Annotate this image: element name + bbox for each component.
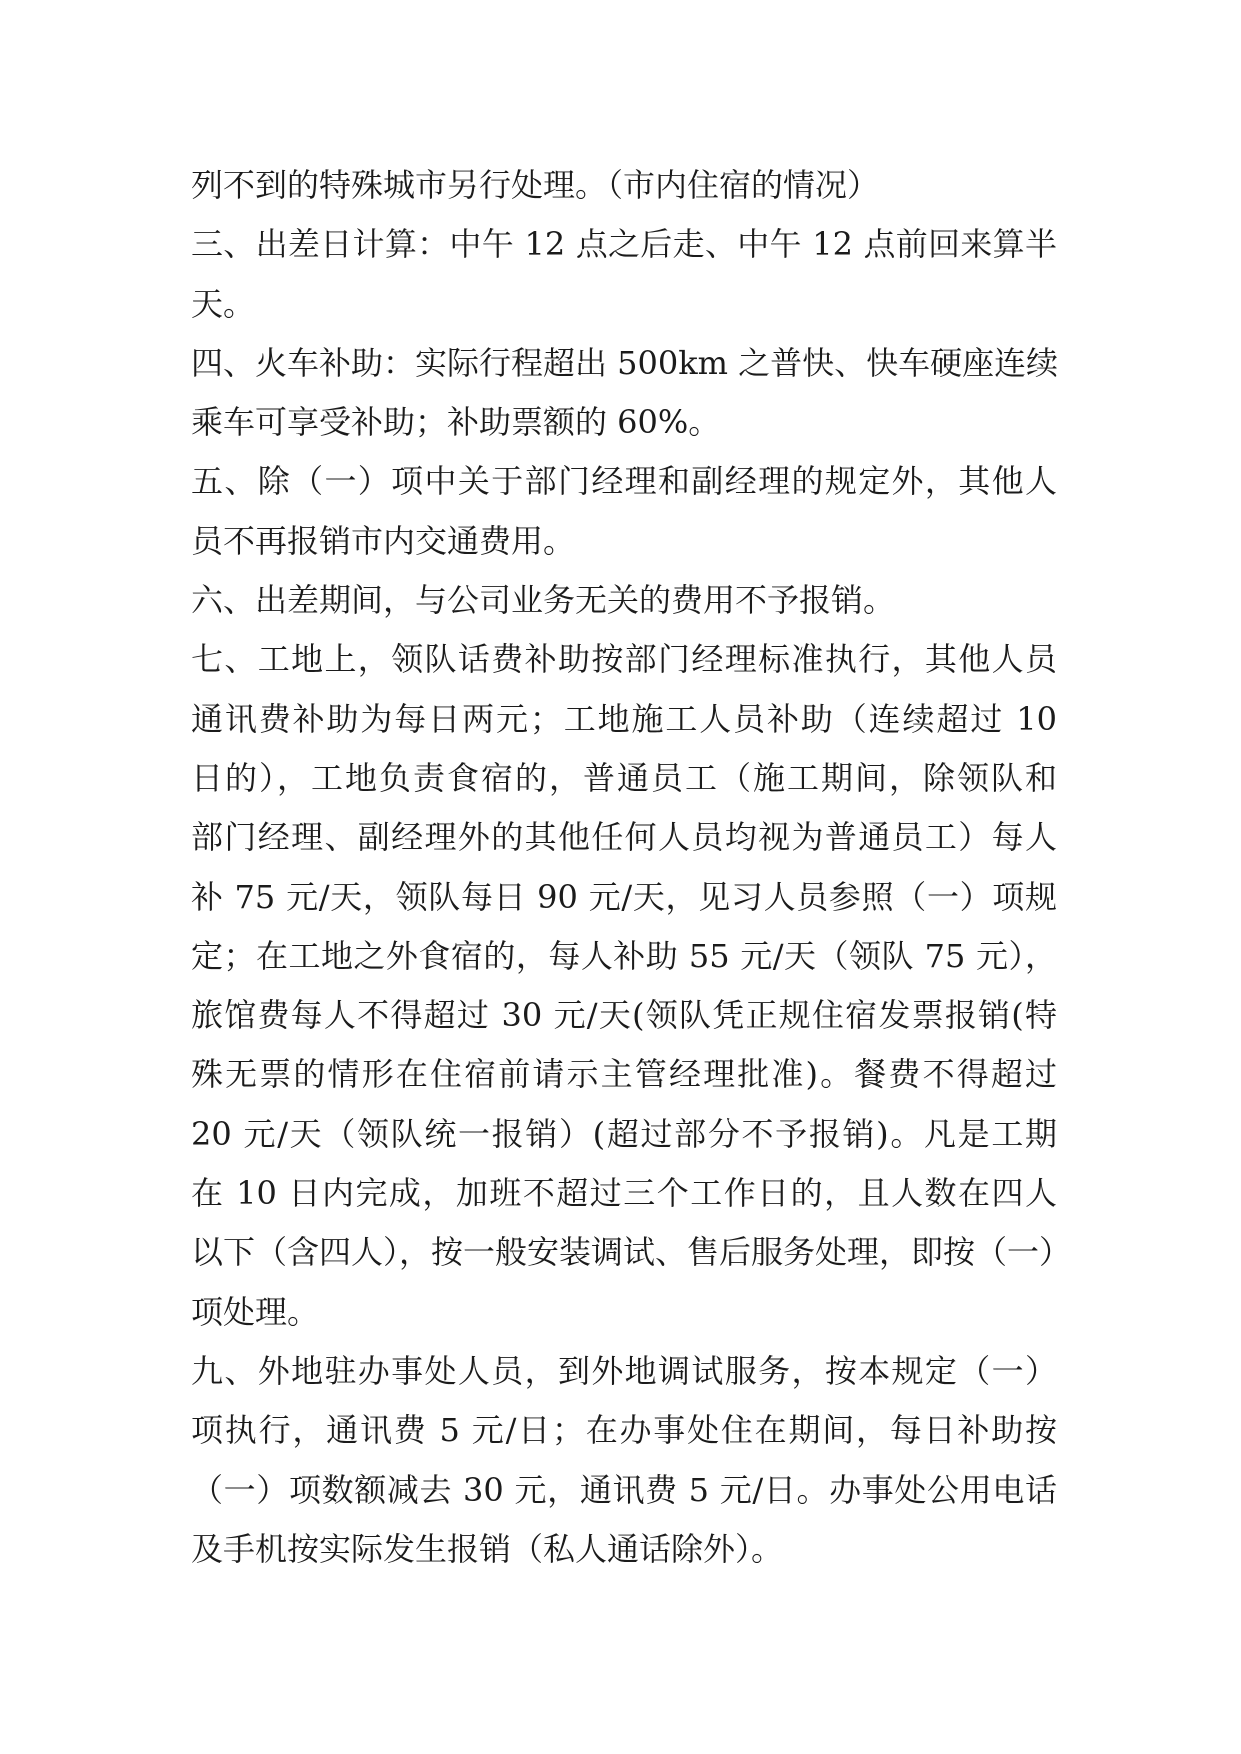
paragraph — [191, 630, 1072, 1342]
text-line: 员不再报销市内交通费用。 — [191, 521, 576, 560]
text-line: 以下（含四人），按一般安装调试、售后服务处理，即按（一） — [191, 1233, 1072, 1272]
text-line: 殊无票的情形在住宿前请示主管经理批准)。餐费不得超过 — [191, 1055, 1057, 1094]
text-line: 列不到的特殊城市另行处理。（市内住宿的情况） — [191, 166, 880, 204]
paragraph — [191, 571, 1057, 630]
text-line: 补 75 元/天，领队每日 90 元/天，见习人员参照（一）项规 — [191, 877, 1057, 916]
text-line: 九、外地驻办事处人员，到外地调试服务，按本规定（一） — [191, 1351, 1057, 1390]
text-line: 在 10 日内完成，加班不超过三个工作日的，且人数在四人 — [191, 1174, 1057, 1213]
text-line: 旅馆费每人不得超过 30 元/天(领队凭正规住宿发票报销(特 — [191, 996, 1057, 1035]
text-line: 七、工地上，领队话费补助按部门经理标准执行，其他人员 — [191, 640, 1057, 679]
text-line: 天。 — [191, 284, 256, 323]
text-line: 乘车可享受补助；补助票额的 60%。 — [191, 403, 721, 442]
text-line: 四、火车补助：实际行程超出 500km 之普快、快车硬座连续 — [191, 343, 1059, 382]
text-line: 五、除（一）项中关于部门经理和副经理的规定外，其他人 — [191, 462, 1057, 501]
paragraph — [191, 215, 1057, 334]
text-line: 日的），工地负责食宿的，普通员工（施工期间，除领队和 — [191, 758, 1057, 797]
paragraph — [191, 1342, 1057, 1579]
text-line: 六、出差期间，与公司业务无关的费用不予报销。 — [191, 581, 896, 620]
text-line: 部门经理、副经理外的其他任何人员均视为普通员工）每人 — [191, 818, 1057, 857]
paragraph — [191, 156, 1057, 215]
text-line: 及手机按实际发生报销（私人通话除外）。 — [191, 1529, 784, 1568]
text-line: 20 元/天（领队统一报销）(超过部分不予报销)。凡是工期 — [191, 1114, 1057, 1153]
document-body — [191, 156, 1072, 1579]
text-line: 定；在工地之外食宿的，每人补助 55 元/天（领队 75 元）， — [191, 936, 1057, 975]
paragraph — [191, 334, 1057, 453]
text-line: 三、出差日计算：中午 12 点之后走、中午 12 点前回来算半 — [191, 225, 1057, 264]
text-line: 通讯费补助为每日两元；工地施工人员补助（连续超过 10 — [191, 699, 1057, 738]
text-line: （一）项数额减去 30 元，通讯费 5 元/日。办事处公用电话 — [191, 1470, 1057, 1509]
text-line: 项执行，通讯费 5 元/日；在办事处住在期间，每日补助按 — [191, 1411, 1057, 1450]
text-line: 项处理。 — [191, 1292, 320, 1331]
paragraph — [191, 452, 1057, 571]
